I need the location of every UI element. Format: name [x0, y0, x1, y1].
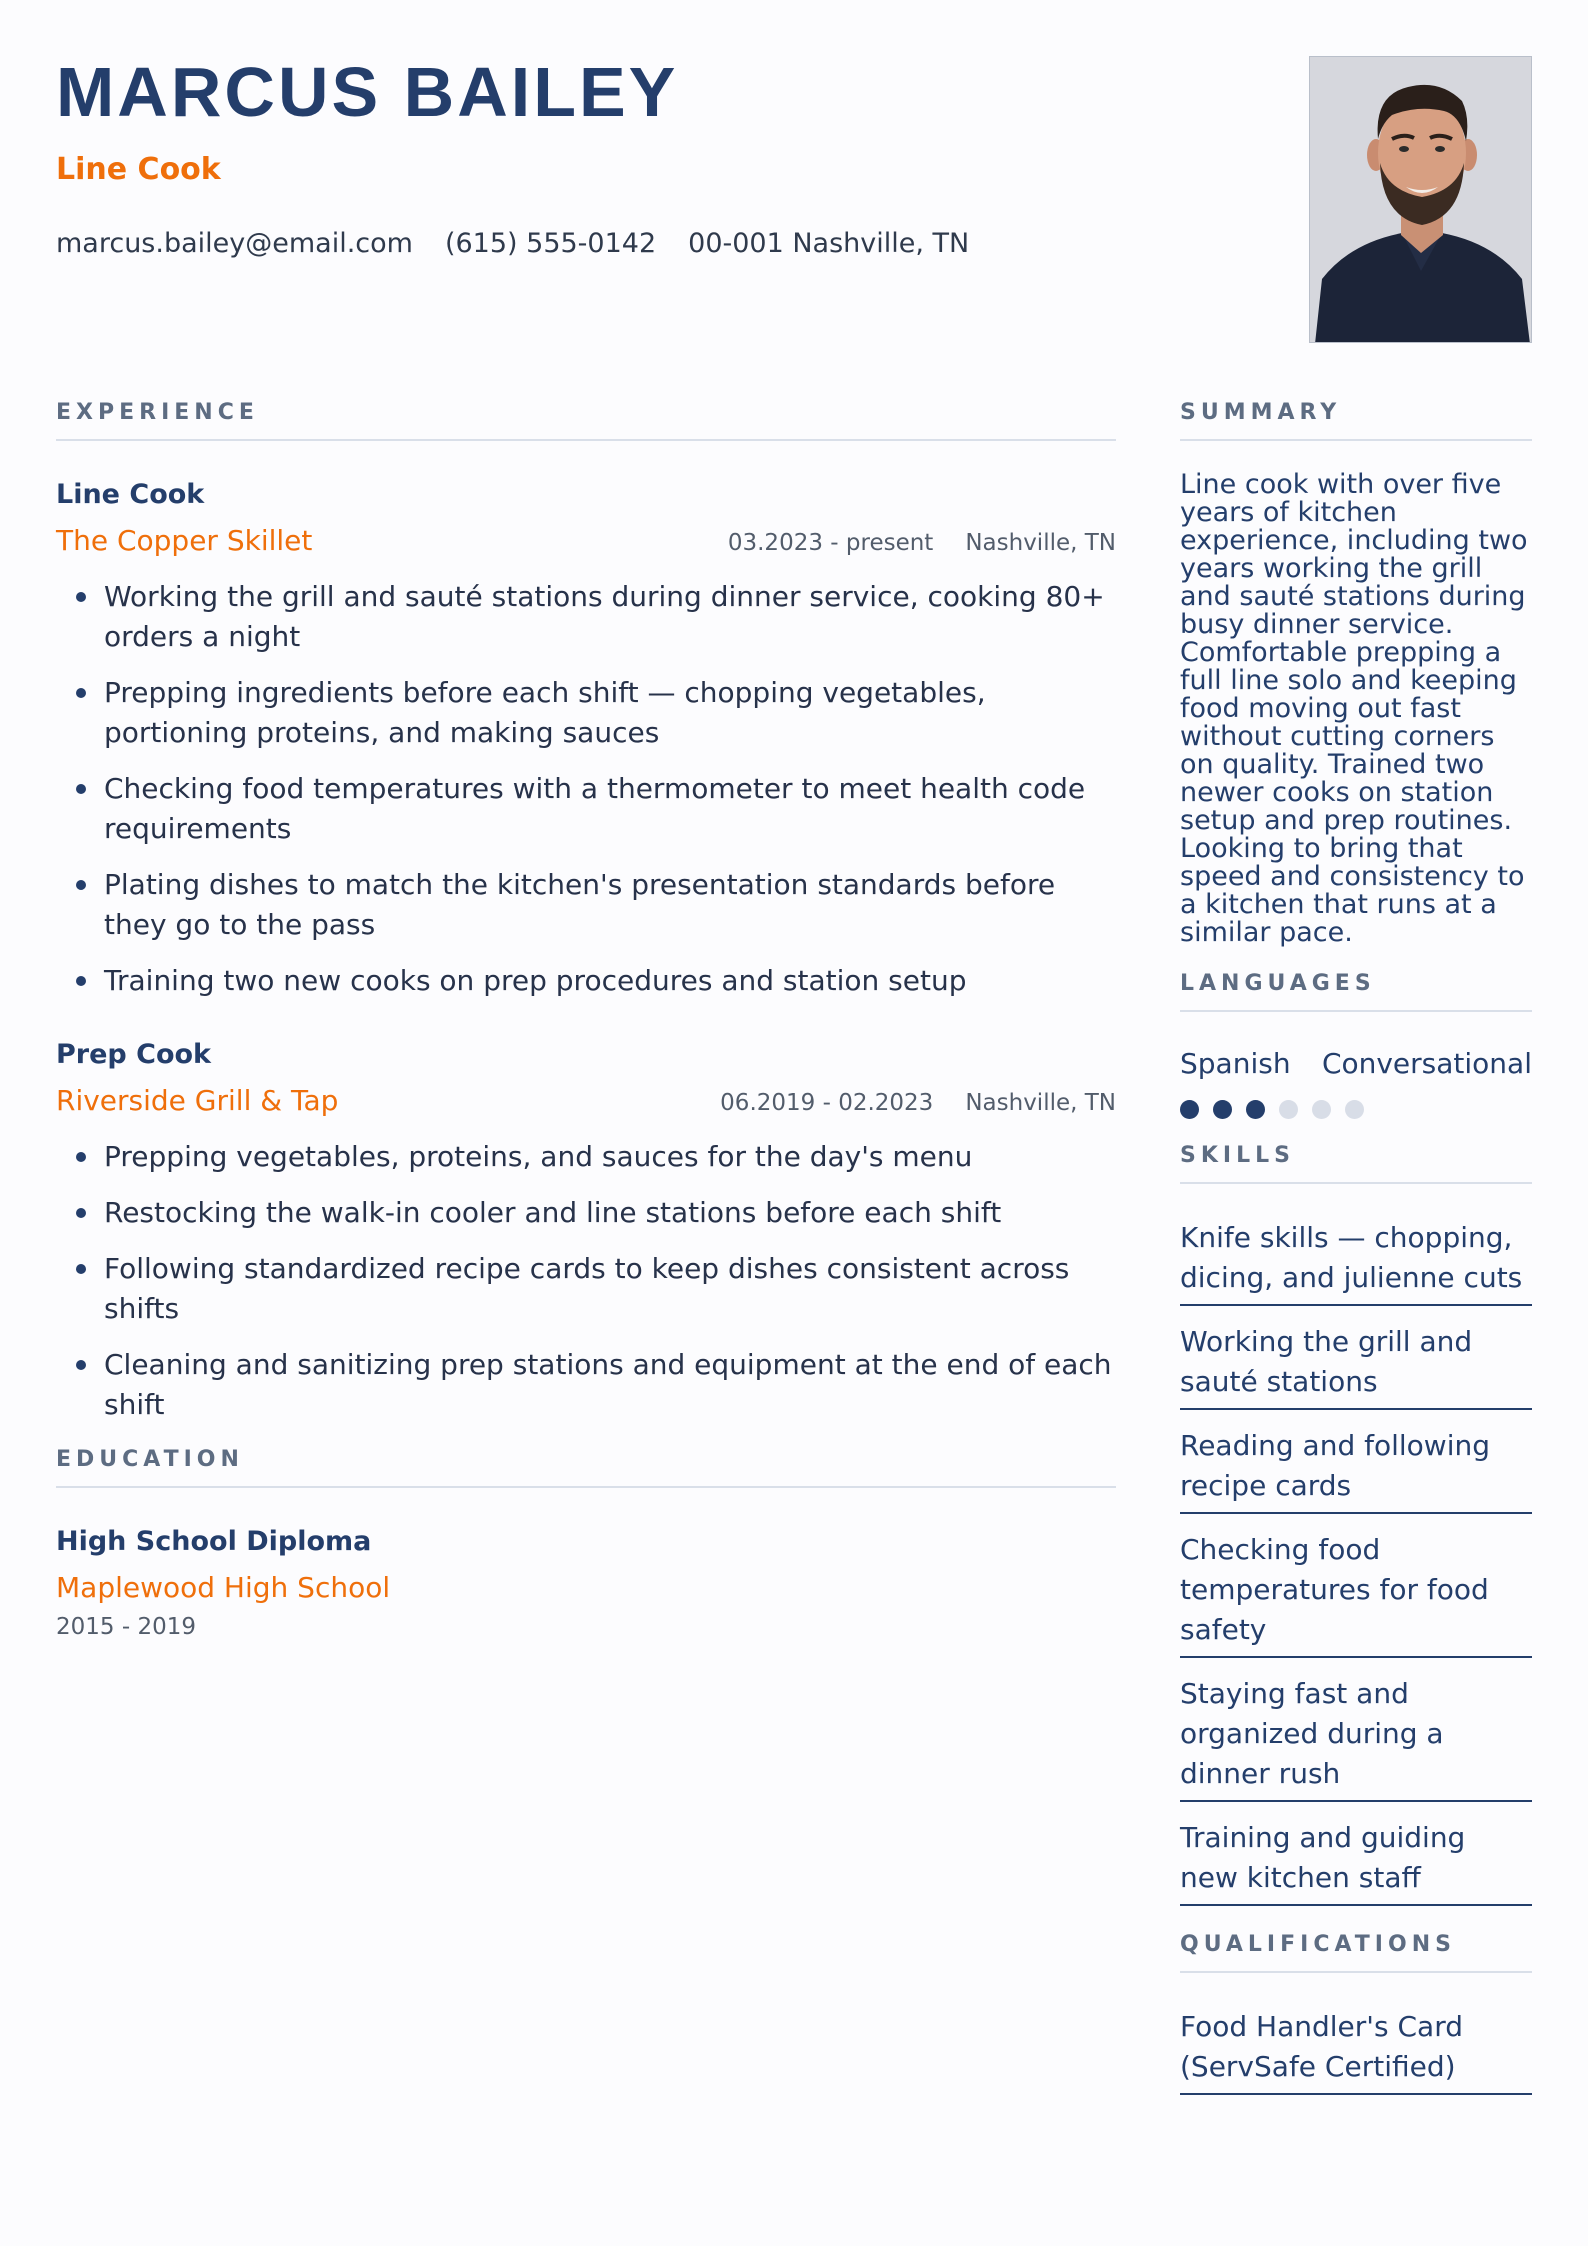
location-text: 00-001 Nashville, TN	[688, 228, 970, 259]
skill-item: Working the grill and sauté stations	[1180, 1306, 1532, 1410]
experience-heading: EXPERIENCE	[56, 400, 1116, 441]
sidebar-column	[1180, 400, 1532, 2095]
job-dates: 06.2019 - 02.2023	[720, 1090, 934, 1116]
skill-item: Training and guiding new kitchen staff	[1180, 1802, 1532, 1906]
school-name: Maplewood High School	[56, 1571, 391, 1604]
resume-header	[56, 52, 1296, 264]
job-meta	[728, 530, 1116, 556]
language-name: Spanish	[1180, 1047, 1291, 1080]
job-bullet: Cleaning and sanitizing prep stations and equipment at the end of each shift	[56, 1345, 1116, 1425]
job-title: Prep Cook	[56, 1039, 212, 1070]
language-item	[1180, 1044, 1532, 1084]
language-rating	[1180, 1100, 1532, 1119]
phone-text[interactable]: (615) 555-0142	[444, 228, 657, 259]
skills-heading: SKILLS	[1180, 1143, 1532, 1184]
qualification-item: Food Handler's Card (ServSafe Certified)	[1180, 1991, 1532, 2095]
profile-photo	[1309, 56, 1532, 343]
job-location: Nashville, TN	[965, 530, 1116, 556]
job-bullet: Plating dishes to match the kitchen's presentation standards before they go to the pass	[56, 865, 1116, 945]
job-details-row	[56, 521, 1116, 561]
job-bullet: Working the grill and sauté stations during dinner service, cooking 80+ orders a night	[56, 577, 1116, 657]
qualifications-heading: QUALIFICATIONS	[1180, 1932, 1532, 1973]
job-bullets	[56, 577, 1116, 1001]
candidate-role: Line Cook	[56, 152, 221, 187]
job-location: Nashville, TN	[965, 1090, 1116, 1116]
skills-list	[1180, 1202, 1532, 1906]
rating-dot-empty	[1345, 1100, 1364, 1119]
languages-heading: LANGUAGES	[1180, 971, 1532, 1012]
rating-dot-empty	[1312, 1100, 1331, 1119]
qualifications-list	[1180, 1991, 1532, 2095]
skill-item: Reading and following recipe cards	[1180, 1410, 1532, 1514]
rating-dot-filled	[1246, 1100, 1265, 1119]
job-bullets	[56, 1137, 1116, 1425]
job-bullet: Training two new cooks on prep procedures and station setup	[56, 961, 1116, 1001]
job-bullet: Restocking the walk-in cooler and line stations before each shift	[56, 1193, 1116, 1233]
skill-item: Knife skills — chopping, dicing, and julienne cuts	[1180, 1202, 1532, 1306]
rating-dot-filled	[1180, 1100, 1199, 1119]
education-years: 2015 - 2019	[56, 1614, 196, 1640]
rating-dot-empty	[1279, 1100, 1298, 1119]
education-entry	[56, 1522, 1116, 1640]
summary-heading: SUMMARY	[1180, 400, 1532, 441]
company-name: Riverside Grill & Tap	[56, 1084, 339, 1117]
language-level: Conversational	[1321, 1047, 1532, 1080]
job-bullet: Following standardized recipe cards to keep dishes consistent across shifts	[56, 1249, 1116, 1329]
skill-item: Checking food temperatures for food safety	[1180, 1514, 1532, 1658]
degree-title: High School Diploma	[56, 1526, 372, 1557]
candidate-name: MARCUS BAILEY	[56, 53, 679, 131]
rating-dot-filled	[1213, 1100, 1232, 1119]
job-meta	[720, 1090, 1116, 1116]
email-text[interactable]: marcus.bailey@email.com	[56, 228, 413, 259]
job-bullet: Checking food temperatures with a thermometer to meet health code requirements	[56, 769, 1116, 849]
company-name: The Copper Skillet	[56, 524, 313, 557]
job-entry	[56, 475, 1116, 1001]
job-bullet: Prepping ingredients before each shift — chopping vegetables, portioning proteins, and making sauces	[56, 673, 1116, 753]
contact-info	[56, 224, 1296, 264]
job-bullet: Prepping vegetables, proteins, and sauces for the day's menu	[56, 1137, 1116, 1177]
summary-text: Line cook with over five years of kitchen experience, including two years working the grill and sauté stations during busy dinner service. Comfortable prepping a full line solo and keeping food moving out fast without cutting corners on quality. Trained two newer cooks on station setup and prep routines. Looking to bring that speed and consistency to a kitchen that runs at a similar pace.	[1180, 469, 1528, 948]
main-column	[56, 400, 1116, 1640]
job-details-row	[56, 1081, 1116, 1121]
skill-item: Staying fast and organized during a dinner rush	[1180, 1658, 1532, 1802]
job-dates: 03.2023 - present	[727, 530, 934, 556]
education-heading: EDUCATION	[56, 1447, 1116, 1488]
profile-photo-portrait	[1310, 57, 1532, 343]
job-title: Line Cook	[56, 479, 205, 510]
job-entry	[56, 1035, 1116, 1425]
